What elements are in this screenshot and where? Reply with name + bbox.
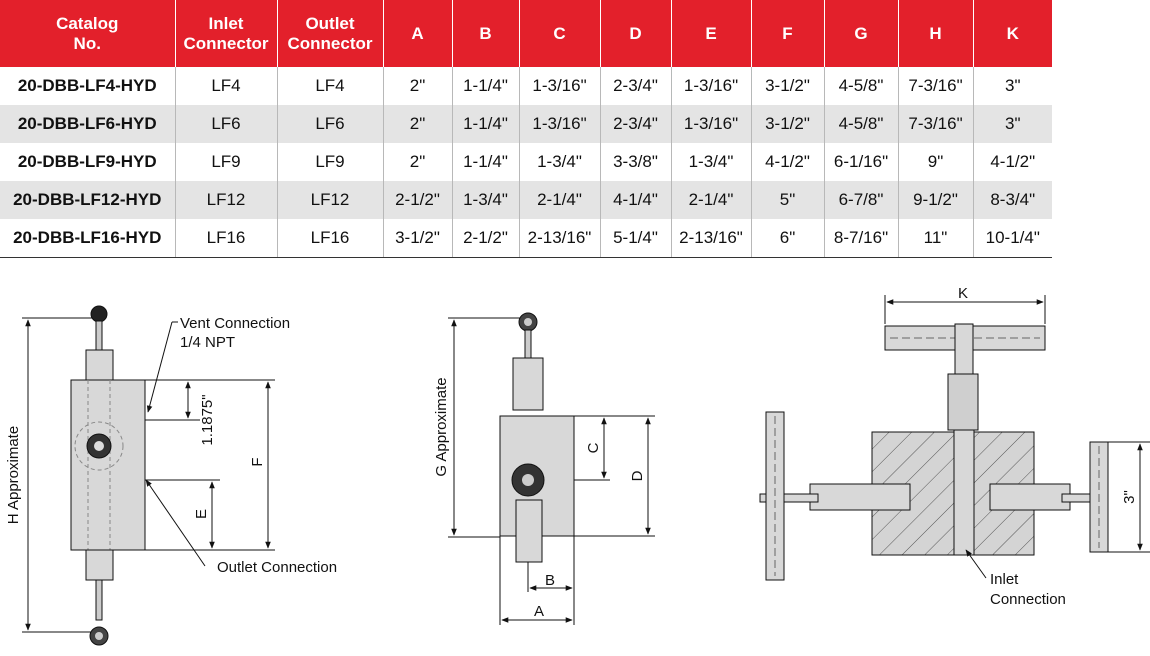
vent-connection-label: Vent Connection xyxy=(180,315,291,332)
outlet-connection-label: Outlet Connection xyxy=(217,559,338,576)
table-cell: 6" xyxy=(751,219,824,258)
h-dimension-label: H Approximate xyxy=(5,425,22,525)
table-cell: LF16 xyxy=(277,219,383,258)
header-cell xyxy=(600,0,671,67)
table-cell: 1-1/4" xyxy=(452,143,519,181)
table-cell: 2" xyxy=(383,67,452,105)
section-view-drawing xyxy=(760,285,1150,608)
table-cell: 8-3/4" xyxy=(973,181,1052,219)
table-cell: 2-13/16" xyxy=(519,219,600,258)
spec-table-header xyxy=(0,0,1052,67)
b-dimension-label: B xyxy=(544,572,556,589)
header-text: G xyxy=(854,23,868,43)
header-text: Connector xyxy=(287,33,373,53)
table-cell: LF4 xyxy=(175,67,277,105)
catalog-number-cell: 20-DBB-LF9-HYD xyxy=(0,143,175,181)
k-dimension-label: K xyxy=(957,285,969,302)
header-text: H xyxy=(929,23,942,43)
table-cell: 4-5/8" xyxy=(824,105,898,143)
table-cell: 2" xyxy=(383,105,452,143)
a-dimension-label: A xyxy=(533,603,545,620)
catalog-number-cell: 20-DBB-LF6-HYD xyxy=(0,105,175,143)
table-cell: 1-1/4" xyxy=(452,105,519,143)
table-cell: 5-1/4" xyxy=(600,219,671,258)
table-cell: 3-3/8" xyxy=(600,143,671,181)
table-cell: 1-1/4" xyxy=(452,67,519,105)
table-cell: 4-1/2" xyxy=(751,143,824,181)
header-text: F xyxy=(782,23,793,43)
header-text: E xyxy=(705,23,717,43)
header-text: B xyxy=(479,23,492,43)
table-cell: 1-3/16" xyxy=(519,105,600,143)
table-cell: 2-1/4" xyxy=(519,181,600,219)
header-cell xyxy=(751,0,824,67)
table-cell: LF4 xyxy=(277,67,383,105)
top-handle-knob xyxy=(91,306,107,322)
header-text: C xyxy=(553,23,566,43)
inlet-connection-label-line1: Inlet xyxy=(990,571,1019,588)
table-cell: 5" xyxy=(751,181,824,219)
header-cell xyxy=(671,0,751,67)
table-row xyxy=(0,181,1052,219)
header-row xyxy=(0,0,1052,67)
table-cell: 2-3/4" xyxy=(600,105,671,143)
table-cell: LF16 xyxy=(175,219,277,258)
catalog-number-cell: 20-DBB-LF16-HYD xyxy=(0,219,175,258)
table-cell: 3" xyxy=(1005,76,1021,95)
table-cell: LF9 xyxy=(175,143,277,181)
spec-table xyxy=(0,0,1052,258)
table-cell: 2-3/4" xyxy=(600,67,671,105)
header-cell xyxy=(277,0,383,67)
table-cell: 2-13/16" xyxy=(671,219,751,258)
table-row xyxy=(0,143,1052,181)
header-text: Catalog xyxy=(56,13,119,33)
table-cell: 7-3/16" xyxy=(898,105,973,143)
table-cell: 1-3/16" xyxy=(671,105,751,143)
side-view-drawing xyxy=(433,313,655,625)
e-dimension-label: E xyxy=(193,508,210,520)
header-text: A xyxy=(411,23,424,43)
table-cell: LF6 xyxy=(175,105,277,143)
header-cell xyxy=(898,0,973,67)
table-cell: 8-7/16" xyxy=(824,219,898,258)
table-cell: 2-1/2" xyxy=(383,181,452,219)
table-cell: 11" xyxy=(898,219,973,258)
d-dimension-label: D xyxy=(629,470,646,482)
table-cell: LF9 xyxy=(277,143,383,181)
header-text: Outlet xyxy=(305,13,355,33)
table-cell: 4-1/4" xyxy=(600,181,671,219)
catalog-number-cell: 20-DBB-LF4-HYD xyxy=(0,67,175,105)
header-text: K xyxy=(1006,23,1019,43)
header-cell xyxy=(0,0,175,67)
table-cell: 1-3/16" xyxy=(519,67,600,105)
table-cell: 7-3/16" xyxy=(898,67,973,105)
vent-connection-size-label: 1/4 NPT xyxy=(180,334,236,351)
header-cell xyxy=(175,0,277,67)
table-row xyxy=(0,67,1052,105)
header-cell xyxy=(519,0,600,67)
f-dimension-label: F xyxy=(249,457,266,467)
table-cell: 4-5/8" xyxy=(824,67,898,105)
catalog-number-cell: 20-DBB-LF12-HYD xyxy=(0,181,175,219)
table-cell: 9" xyxy=(898,143,973,181)
table-cell: 2-1/4" xyxy=(671,181,751,219)
table-cell: LF12 xyxy=(175,181,277,219)
header-cell xyxy=(452,0,519,67)
header-text: Connector xyxy=(183,33,269,53)
technical-drawings xyxy=(0,280,1150,656)
header-cell xyxy=(383,0,452,67)
spec-table-body xyxy=(0,67,1052,258)
table-cell: 1-3/4" xyxy=(452,181,519,219)
table-cell: 1-3/4" xyxy=(519,143,600,181)
table-cell: LF6 xyxy=(277,105,383,143)
inlet-connection-label-line2: Connection xyxy=(990,591,1066,608)
header-cell xyxy=(824,0,898,67)
header-text: D xyxy=(629,23,642,43)
table-cell: 3-1/2" xyxy=(383,219,452,258)
height-dimension-label: 3" xyxy=(1121,490,1138,504)
valve-body xyxy=(71,380,145,550)
header-text: No. xyxy=(73,33,101,53)
table-cell: LF12 xyxy=(277,181,383,219)
table-cell: 1-3/16" xyxy=(671,67,751,105)
table-cell: 6-7/8" xyxy=(824,181,898,219)
table-cell: 10-1/4" xyxy=(973,219,1052,258)
table-row xyxy=(0,105,1052,143)
table-cell: 3-1/2" xyxy=(751,67,824,105)
table-cell: 3" xyxy=(973,105,1052,143)
table-row xyxy=(0,219,1052,258)
table-cell: 2-1/2" xyxy=(452,219,519,258)
front-view-drawing xyxy=(5,306,337,645)
header-cell xyxy=(973,0,1052,67)
table-cell: 9-1/2" xyxy=(898,181,973,219)
g-dimension-label: G Approximate xyxy=(433,377,450,477)
table-cell: 2" xyxy=(383,143,452,181)
vent-dimension-label: 1.1875" xyxy=(199,394,216,446)
header-text: Inlet xyxy=(208,13,244,33)
table-cell: 1-3/4" xyxy=(671,143,751,181)
table-cell: 6-1/16" xyxy=(824,143,898,181)
c-dimension-label: C xyxy=(585,442,602,454)
table-cell: 3-1/2" xyxy=(751,105,824,143)
table-cell: 4-1/2" xyxy=(990,152,1036,171)
